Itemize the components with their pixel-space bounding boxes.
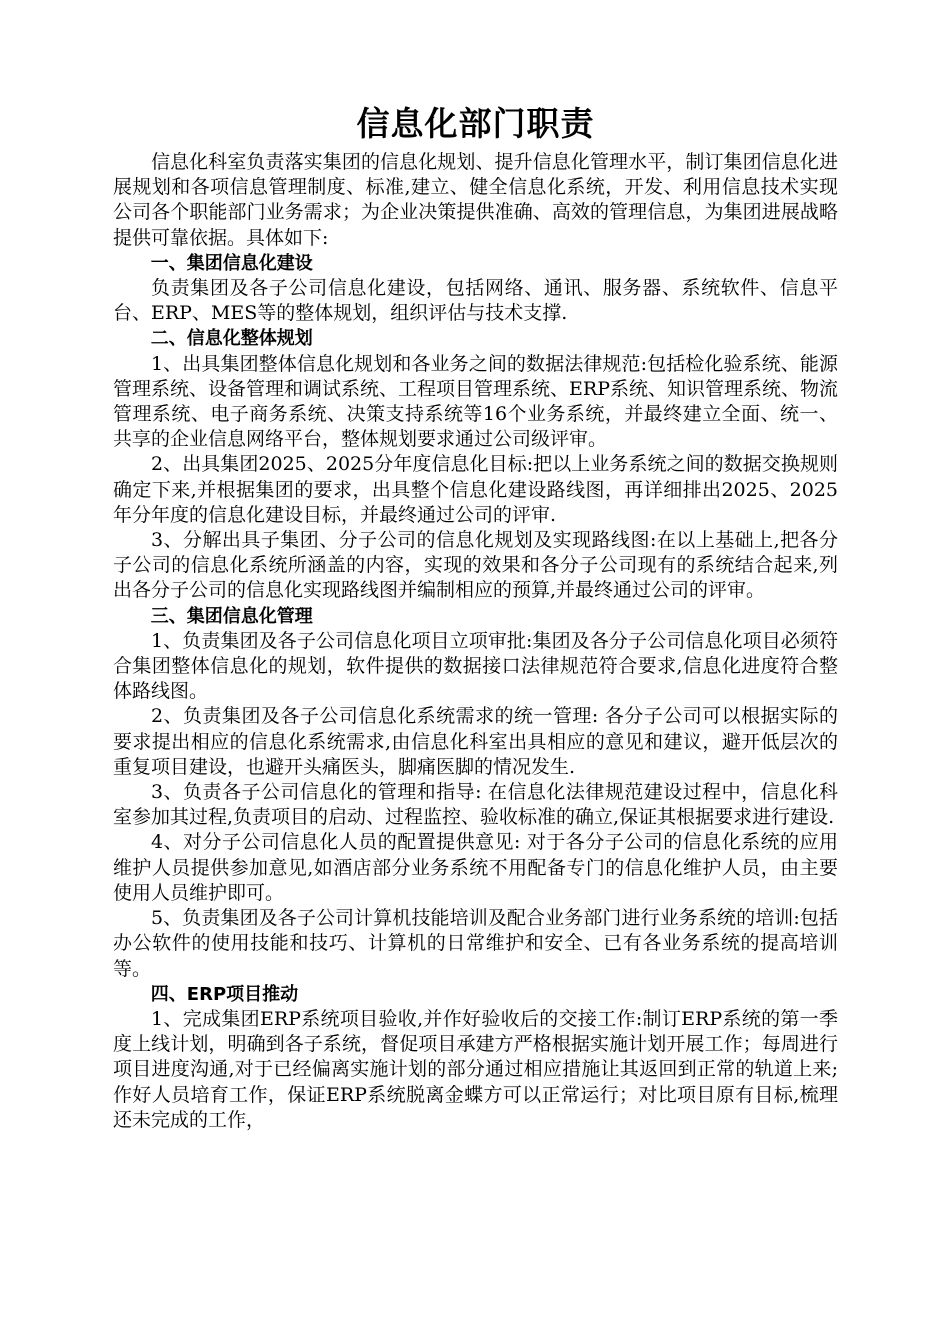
section-heading: 一、集团信息化建设 xyxy=(150,252,313,274)
section-paragraph: 4、对分子公司信息化人员的配置提供意见: 对于各分子公司的信息化系统的应用维护人员提供参加意见,如酒店部分业务系统不用配备专门的信息化维护人员，由主要使用人员维护即可。 xyxy=(113,831,838,904)
section-2 xyxy=(113,326,838,603)
section-paragraph: 2、出具集团2025、2025分年度信息化目标:把以上业务系统之间的数据交换规则确定下来,并根据集团的要求，出具整个信息化建设路线图，再详细排出2025、2025年分年度的信息化建设目标，并最终通过公司的评审. xyxy=(113,453,838,526)
section-paragraph: 1、负责集团及各子公司信息化项目立项审批:集团及各分子公司信息化项目必须符合集团整体信息化的规划，软件提供的数据接口法律规范符合要求,信息化进度符合整体路线图。 xyxy=(113,629,838,703)
section-paragraph: 3、负责各子公司信息化的管理和指导: 在信息化法律规范建设过程中，信息化科室参加其过程,负责项目的启动、过程监控、验收标准的确立,保证其根据要求进行建设. xyxy=(113,781,838,829)
section-paragraph: 1、完成集团ERP系统项目验收,并作好验收后的交接工作:制订ERP系统的第一季度上线计划，明确到各子系统，督促项目承建方严格根据实施计划开展工作；每周进行项目进度沟通,对于已经偏离实施计划的部分通过相应措施让其返回到正常的轨道上来;作好人员培育工作，保证ERP系统脱离金蝶方可以正常运行；对比项目原有目标,梳理还未完成的工作， xyxy=(113,1007,838,1131)
section-heading: 三、集团信息化管理 xyxy=(150,605,313,627)
section-paragraph: 负责集团及各子公司信息化建设，包括网络、通讯、服务器、系统软件、信息平台、ERP、MES等的整体规划，组织评估与技术支撑. xyxy=(113,277,838,325)
section-heading: 二、信息化整体规划 xyxy=(150,328,313,350)
document-page xyxy=(113,100,838,1133)
section-paragraph: 1、出具集团整体信息化规划和各业务之间的数据法律规范:包括检化验系统、能源管理系统、设备管理和调试系统、工程项目管理系统、ERP系统、知识管理系统、物流管理系统、电子商务系统、决策支持系统等16个业务系统，并最终建立全面、统一、共享的企业信息网络平台，整体规划要求通过公司级评审。 xyxy=(113,352,838,451)
section-paragraph: 5、负责集团及各子公司计算机技能培训及配合业务部门进行业务系统的培训:包括办公软件的使用技能和技巧、计算机的日常维护和安全、已有各业务系统的提高培训等。 xyxy=(113,907,838,980)
section-4 xyxy=(113,982,838,1133)
section-paragraph: 3、分解出具子集团、分子公司的信息化规划及实现路线图:在以上基础上,把各分子公司的信息化系统所涵盖的内容，实现的效果和各分子公司现有的系统结合起来,列出各分子公司的信息化实现路线图并编制相应的预算,并最终通过公司的评审。 xyxy=(113,529,838,602)
section-3 xyxy=(113,604,838,982)
section-heading: 四、ERP项目推动 xyxy=(150,983,299,1005)
section-paragraph: 2、负责集团及各子公司信息化系统需求的统一管理: 各分子公司可以根据实际的要求提出相应的信息化系统需求,由信息化科室出具相应的意见和建议，避开低层次的重复项目建设，也避开头痛医头，脚痛医脚的情况发生. xyxy=(113,705,838,778)
section-1 xyxy=(113,251,838,327)
document-title: 信息化部门职责 xyxy=(356,104,595,143)
intro-paragraph: 信息化科室负责落实集团的信息化规划、提升信息化管理水平，制订集团信息化进展规划和各项信息管理制度、标准,建立、健全信息化系统，开发、利用信息技术实现公司各个职能部门业务需求；为企业决策提供准确、高效的管理信息，为集团进展战略提供可靠依据。具体如下: xyxy=(113,151,838,249)
